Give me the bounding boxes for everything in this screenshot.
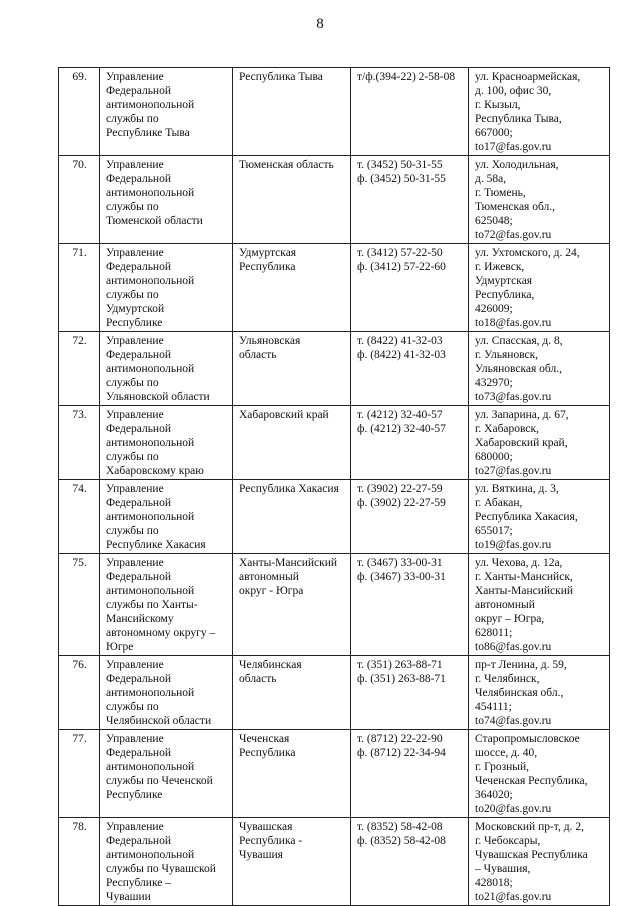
- phone-fax: т. (3467) 33-00-31 ф. (3467) 33-00-31: [351, 554, 469, 656]
- row-number: 75.: [59, 554, 100, 656]
- phone-fax: т. (351) 263-88-71 ф. (351) 263-88-71: [351, 656, 469, 730]
- address: пр-т Ленина, д. 59, г. Челябинск, Челябинская обл., 454111; to74@fas.gov.ru: [469, 656, 610, 730]
- row-number: 78.: [59, 818, 100, 906]
- table-row: [59, 656, 610, 730]
- table-row: [59, 332, 610, 406]
- office-name: Управление Федеральной антимонопольной службы по Чувашской Республике – Чувашии: [100, 818, 233, 906]
- table-row: [59, 244, 610, 332]
- region: Хабаровский край: [233, 406, 351, 480]
- address: ул. Красноармейская, д. 100, офис 30, г. Кызыл, Республика Тыва, 667000; to17@fas.gov.ru: [469, 68, 610, 156]
- office-name: Управление Федеральной антимонопольной службы по Удмуртской Республике: [100, 244, 233, 332]
- address: Старопромысловское шоссе, д. 40, г. Грозный, Чеченская Республика, 364020; to20@fas.gov.ru: [469, 730, 610, 818]
- phone-fax: т. (3902) 22-27-59 ф. (3902) 22-27-59: [351, 480, 469, 554]
- region: Удмуртская Республика: [233, 244, 351, 332]
- address: ул. Вяткина, д. 3, г. Абакан, Республика Хакасия, 655017; to19@fas.gov.ru: [469, 480, 610, 554]
- table-row: [59, 406, 610, 480]
- phone-fax: т. (8422) 41-32-03 ф. (8422) 41-32-03: [351, 332, 469, 406]
- row-number: 77.: [59, 730, 100, 818]
- table-row: [59, 818, 610, 906]
- office-name: Управление Федеральной антимонопольной службы по Чеченской Республике: [100, 730, 233, 818]
- row-number: 69.: [59, 68, 100, 156]
- region: Челябинская область: [233, 656, 351, 730]
- phone-fax: т. (3452) 50-31-55 ф. (3452) 50-31-55: [351, 156, 469, 244]
- region: Ульяновская область: [233, 332, 351, 406]
- row-number: 73.: [59, 406, 100, 480]
- phone-fax: т. (4212) 32-40-57 ф. (4212) 32-40-57: [351, 406, 469, 480]
- region: Ханты-Мансийский автономный округ - Югра: [233, 554, 351, 656]
- office-name: Управление Федеральной антимонопольной службы по Ульяновской области: [100, 332, 233, 406]
- region: Республика Хакасия: [233, 480, 351, 554]
- address: ул. Холодильная, д. 58а, г. Тюмень, Тюменская обл., 625048; to72@fas.gov.ru: [469, 156, 610, 244]
- office-name: Управление Федеральной антимонопольной службы по Тюменской области: [100, 156, 233, 244]
- table-row: [59, 480, 610, 554]
- phone-fax: т. (8712) 22-22-90 ф. (8712) 22-34-94: [351, 730, 469, 818]
- table-row: [59, 156, 610, 244]
- row-number: 76.: [59, 656, 100, 730]
- row-number: 74.: [59, 480, 100, 554]
- office-name: Управление Федеральной антимонопольной службы по Республике Хакасия: [100, 480, 233, 554]
- address: ул. Запарина, д. 67, г. Хабаровск, Хабаровский край, 680000; to27@fas.gov.ru: [469, 406, 610, 480]
- phone-fax: т/ф.(394-22) 2-58-08: [351, 68, 469, 156]
- office-name: Управление Федеральной антимонопольной службы по Ханты- Мансийскому автономному округу – Югре: [100, 554, 233, 656]
- row-number: 72.: [59, 332, 100, 406]
- office-name: Управление Федеральной антимонопольной службы по Челябинской области: [100, 656, 233, 730]
- region: Тюменская область: [233, 156, 351, 244]
- office-name: Управление Федеральной антимонопольной службы по Республике Тыва: [100, 68, 233, 156]
- page-number: 8: [316, 16, 324, 32]
- phone-fax: т. (3412) 57-22-50 ф. (3412) 57-22-60: [351, 244, 469, 332]
- table-row: [59, 68, 610, 156]
- office-name: Управление Федеральной антимонопольной службы по Хабаровскому краю: [100, 406, 233, 480]
- table-row: [59, 554, 610, 656]
- offices-table: [58, 67, 610, 906]
- region: Чувашская Республика - Чувашия: [233, 818, 351, 906]
- row-number: 70.: [59, 156, 100, 244]
- address: ул. Ухтомского, д. 24, г. Ижевск, Удмуртская Республика, 426009; to18@fas.gov.ru: [469, 244, 610, 332]
- phone-fax: т. (8352) 58-42-08 ф. (8352) 58-42-08: [351, 818, 469, 906]
- region: Чеченская Республика: [233, 730, 351, 818]
- row-number: 71.: [59, 244, 100, 332]
- table-row: [59, 730, 610, 818]
- address: ул. Спасская, д. 8, г. Ульяновск, Ульяновская обл., 432970; to73@fas.gov.ru: [469, 332, 610, 406]
- region: Республика Тыва: [233, 68, 351, 156]
- address: Московский пр-т, д. 2, г. Чебоксары, Чувашская Республика – Чувашия, 428018; to21@fas.gov.ru: [469, 818, 610, 906]
- address: ул. Чехова, д. 12а, г. Ханты-Мансийск, Ханты-Мансийский автономный округ – Югра, 628011; to86@fas.gov.ru: [469, 554, 610, 656]
